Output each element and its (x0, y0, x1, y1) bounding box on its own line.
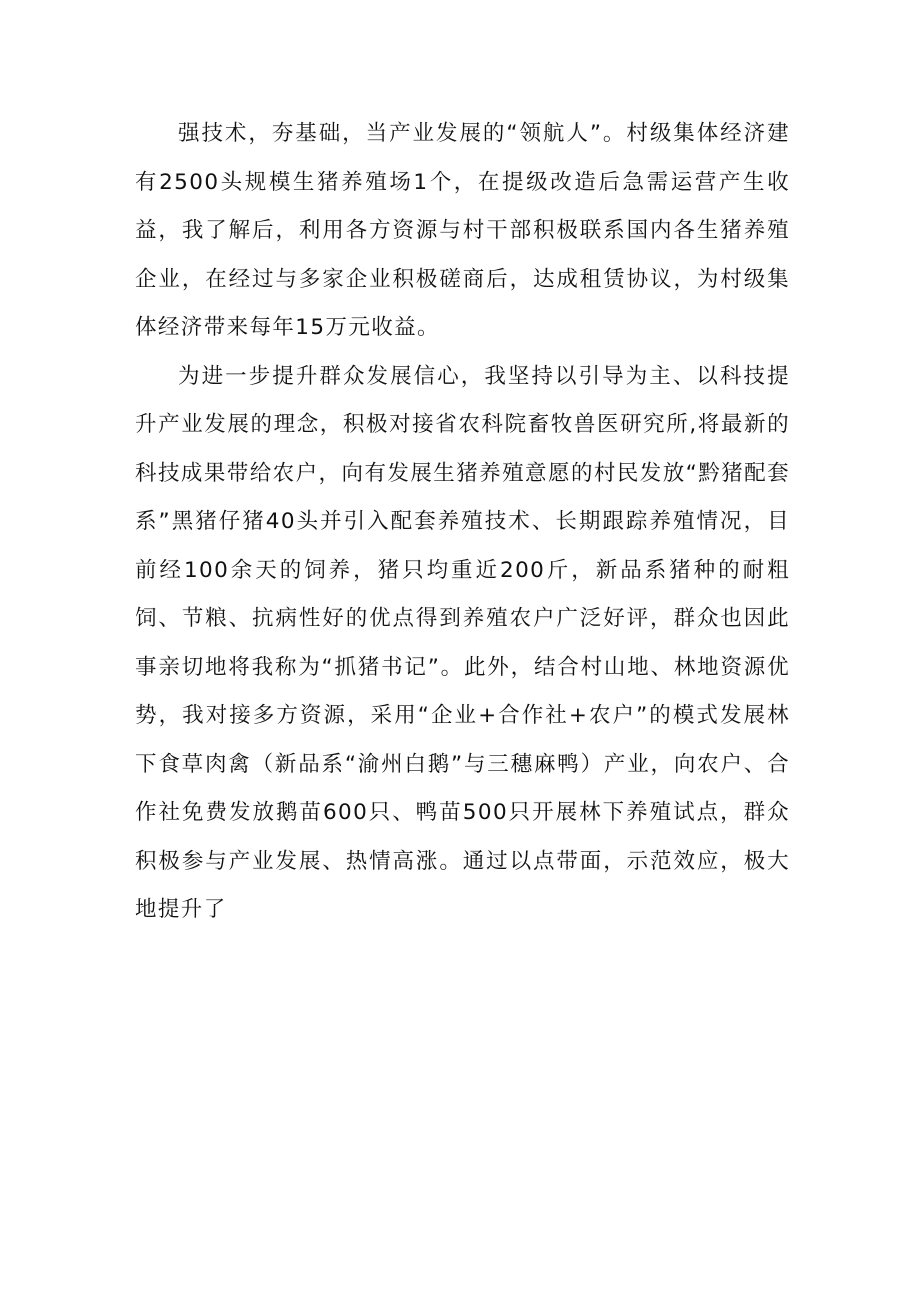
paragraph-1: 强技术，夯基础，当产业发展的“领航人”。村级集体经济建有2500头规模生猪养殖场1个，在提级改造后急需运营产生收益，我了解后，利用各方资源与村干部积极联系国内各生猪养殖企业，在经过与多家企业积极磋商后，达成租赁协议，为村级集体经济带来每年15万元收益。 (135, 121, 790, 340)
paragraph-2: 为进一步提升群众发展信心，我坚持以引导为主、以科技提升产业发展的理念，积极对接省农科院畜牧兽医研究所,将最新的科技成果带给农户，向有发展生猪养殖意愿的村民发放“黔猪配套系”黑猪仔猪40头并引入配套养殖技术、长期跟踪养殖情况，目前经100余天的饲养，猪只均重近200斤，新品系猪种的耐粗饲、节粮、抗病性好的优点得到养殖农户广泛好评，群众也因此事亲切地将我称为“抓猪书记”。此外，结合村山地、林地资源优势，我对接多方资源，采用“企业+合作社+农户”的模式发展林下食草肉禽（新品系“渝州白鹅”与三穗麻鸭）产业，向农户、合作社免费发放鹅苗600只、鸭苗500只开展林下养殖试点，群众积极参与产业发展、热情高涨。通过以点带面，示范效应，极大地提升了 (135, 363, 790, 922)
document-body (135, 110, 790, 935)
